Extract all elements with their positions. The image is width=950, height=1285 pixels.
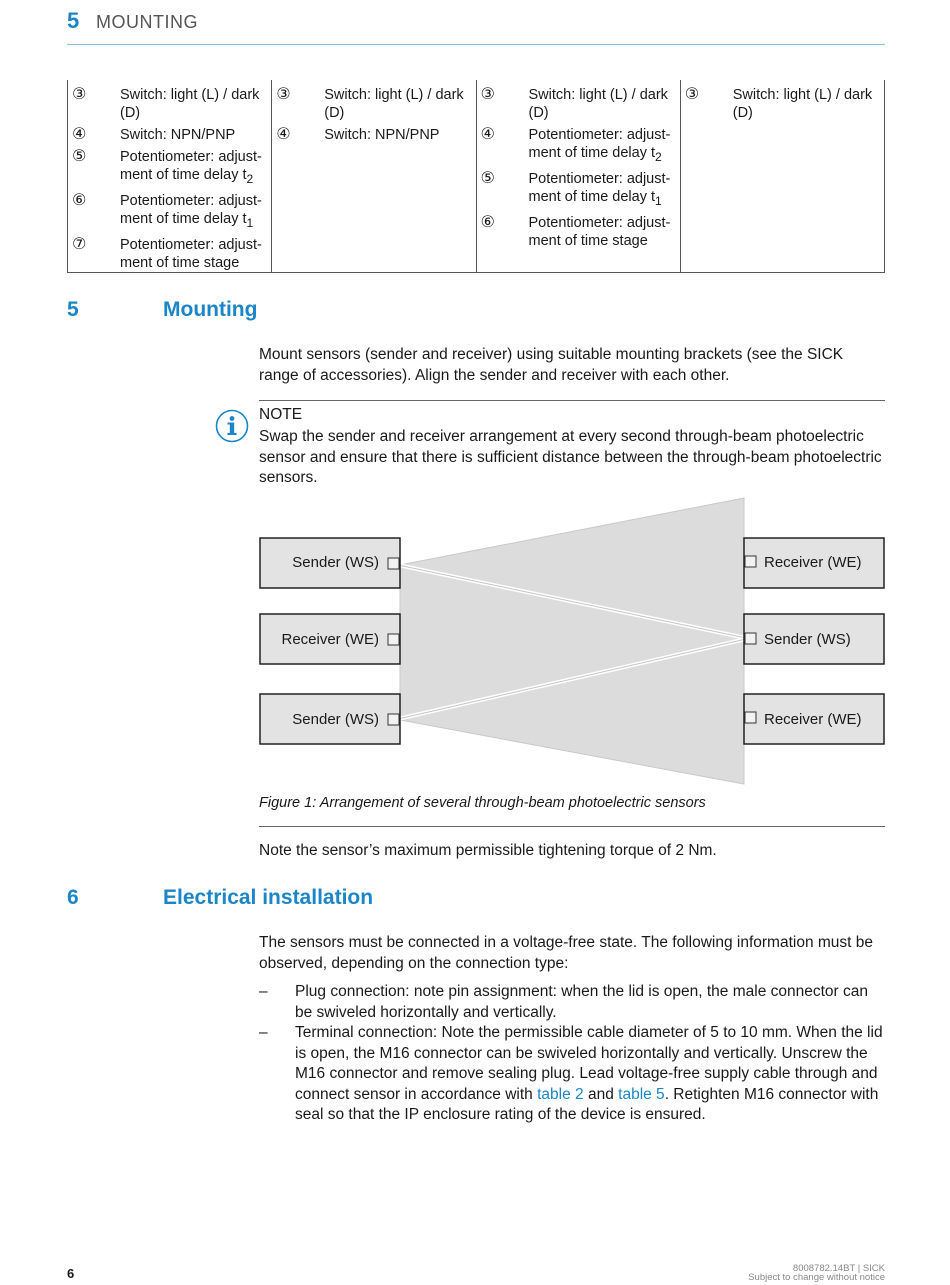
- item-text: Potentiometer: adjustment of time stage: [120, 236, 262, 271]
- list-text-part: . Retighten M16 connector with seal so that the IP enclosure rating of the device is ensured.: [295, 1085, 879, 1123]
- sensor-label: Receiver (WE): [764, 554, 862, 571]
- table-5-link[interactable]: table 5: [618, 1085, 665, 1103]
- item-number: ⑦: [72, 235, 87, 253]
- table-column: [477, 80, 681, 272]
- header-rule: [67, 44, 885, 45]
- item-text: [120, 192, 265, 232]
- note-top-rule: [259, 400, 885, 401]
- item-text: [529, 170, 674, 210]
- item-text: Switch: NPN/PNP: [324, 127, 440, 143]
- section-number: 5: [67, 298, 79, 321]
- list-item-text: Plug connection: note pin assignment: when the lid is open, the male connector can be swiveled horizontally and vertically.: [295, 983, 869, 1021]
- table-column: [681, 80, 884, 272]
- left-sensor-box: [260, 614, 400, 664]
- table-row: [72, 192, 265, 232]
- electrical-intro: The sensors must be connected in a voltage-free state. The following information must be observed, depending on the connection type:: [259, 934, 874, 972]
- item-text: Switch: NPN/PNP: [120, 127, 236, 143]
- item-number: ④: [276, 126, 291, 143]
- item-number: ④: [480, 126, 495, 143]
- item-text: Switch: light (L) / dark (D): [120, 87, 260, 121]
- table-row: [481, 126, 674, 166]
- item-text-main: Potentiometer: adjustment of time delay t: [528, 170, 671, 205]
- right-sensor-box: [744, 614, 884, 664]
- list-item: [259, 982, 887, 1023]
- info-icon: [215, 409, 249, 443]
- sensor-label: Sender (WS): [292, 711, 379, 728]
- table-row: [276, 86, 469, 122]
- section-number: 6: [67, 886, 79, 909]
- list-item-text: [295, 1023, 887, 1126]
- table-row: [685, 86, 878, 122]
- item-number: ⑤: [480, 169, 495, 187]
- item-number: ④: [72, 126, 87, 143]
- item-number: ③: [480, 86, 495, 103]
- subscript: 2: [246, 171, 254, 186]
- subscript: 2: [655, 149, 662, 164]
- item-text-main: Potentiometer: adjustment of time delay t: [120, 149, 262, 183]
- note-label: NOTE: [259, 406, 303, 423]
- table-row: [72, 86, 265, 122]
- right-sensor-box: [744, 694, 884, 744]
- item-text: [529, 126, 674, 166]
- parts-table: [67, 80, 885, 273]
- list-text-part: and: [583, 1085, 619, 1103]
- sensor-label: Receiver (WE): [764, 711, 862, 728]
- table-row: [72, 126, 265, 144]
- table-row: [276, 126, 469, 144]
- item-text: Potentiometer: adjustment of time stage: [528, 214, 671, 249]
- connection-list: [259, 982, 887, 1126]
- mounting-intro: Mount sensors (sender and receiver) using suitable mounting brackets (see the SICK range of accessories). Align the sender and receiver with each other.: [259, 346, 844, 384]
- note-text: Swap the sender and receiver arrangement at every second through-beam photoelectric sensor and ensure that there is sufficient distance between the through-beam photoelectric sensors.: [259, 428, 882, 486]
- item-number: ③: [72, 86, 87, 103]
- list-dash: –: [259, 1024, 268, 1041]
- item-number: ⑤: [72, 148, 87, 165]
- item-text-main: Potentiometer: adjustment of time delay t: [528, 127, 671, 161]
- item-text: Switch: light (L) / dark (D): [528, 87, 668, 121]
- sensor-label: Sender (WS): [764, 631, 851, 648]
- item-text-main: Potentiometer: adjustment of time delay t: [120, 192, 262, 227]
- table-row: [481, 214, 674, 250]
- sensor-label: Sender (WS): [292, 554, 379, 571]
- figure-caption: Figure 1: Arrangement of several through-beam photoelectric sensors: [259, 795, 706, 811]
- document-id: 8008782.14BT | SICK: [792, 1263, 885, 1274]
- item-number: ③: [684, 86, 700, 103]
- right-sensor-box: [744, 538, 884, 588]
- item-text: [120, 148, 265, 188]
- page-number: 6: [67, 1266, 75, 1281]
- section-title: Electrical installation: [163, 886, 374, 909]
- item-number: ⑥: [480, 213, 495, 231]
- change-notice: Subject to change without notice: [748, 1272, 885, 1283]
- item-number: ③: [276, 86, 291, 103]
- table-row: [481, 170, 674, 210]
- chapter-title: MOUNTING: [96, 12, 198, 32]
- item-text: Switch: light (L) / dark (D): [324, 87, 464, 121]
- section-title: Mounting: [163, 298, 258, 321]
- table-row: [72, 148, 265, 188]
- table-column: [272, 80, 476, 272]
- list-item: [259, 1023, 887, 1126]
- sensor-label: Receiver (WE): [281, 631, 379, 648]
- left-sensor-box: [260, 694, 400, 744]
- chapter-number: 5: [67, 8, 80, 33]
- item-number: ⑥: [72, 191, 87, 209]
- torque-note: Note the sensor’s maximum permissible tightening torque of 2 Nm.: [259, 842, 717, 859]
- table-column: [68, 80, 272, 272]
- subscript: 1: [246, 215, 254, 230]
- subscript: 1: [655, 193, 662, 208]
- table-row: [481, 86, 674, 122]
- sensor-arrangement-figure: [259, 496, 889, 788]
- table-row: [72, 236, 265, 272]
- list-text-part: Terminal connection: Note the permissible cable diameter of 5 to 10 mm. When the lid is open, the M16 connector can be swiveled horizontally and vertically. Unscrew the M16 connector and remove sealing plug. Lead voltage-free supply cable through and connect sensor in accordance with: [295, 1024, 883, 1103]
- list-dash: –: [259, 983, 268, 1000]
- left-sensor-box: [260, 538, 400, 588]
- caption-rule: [259, 826, 885, 827]
- table-2-link[interactable]: table 2: [537, 1085, 584, 1103]
- item-text: Switch: light (L) / dark (D): [732, 87, 873, 121]
